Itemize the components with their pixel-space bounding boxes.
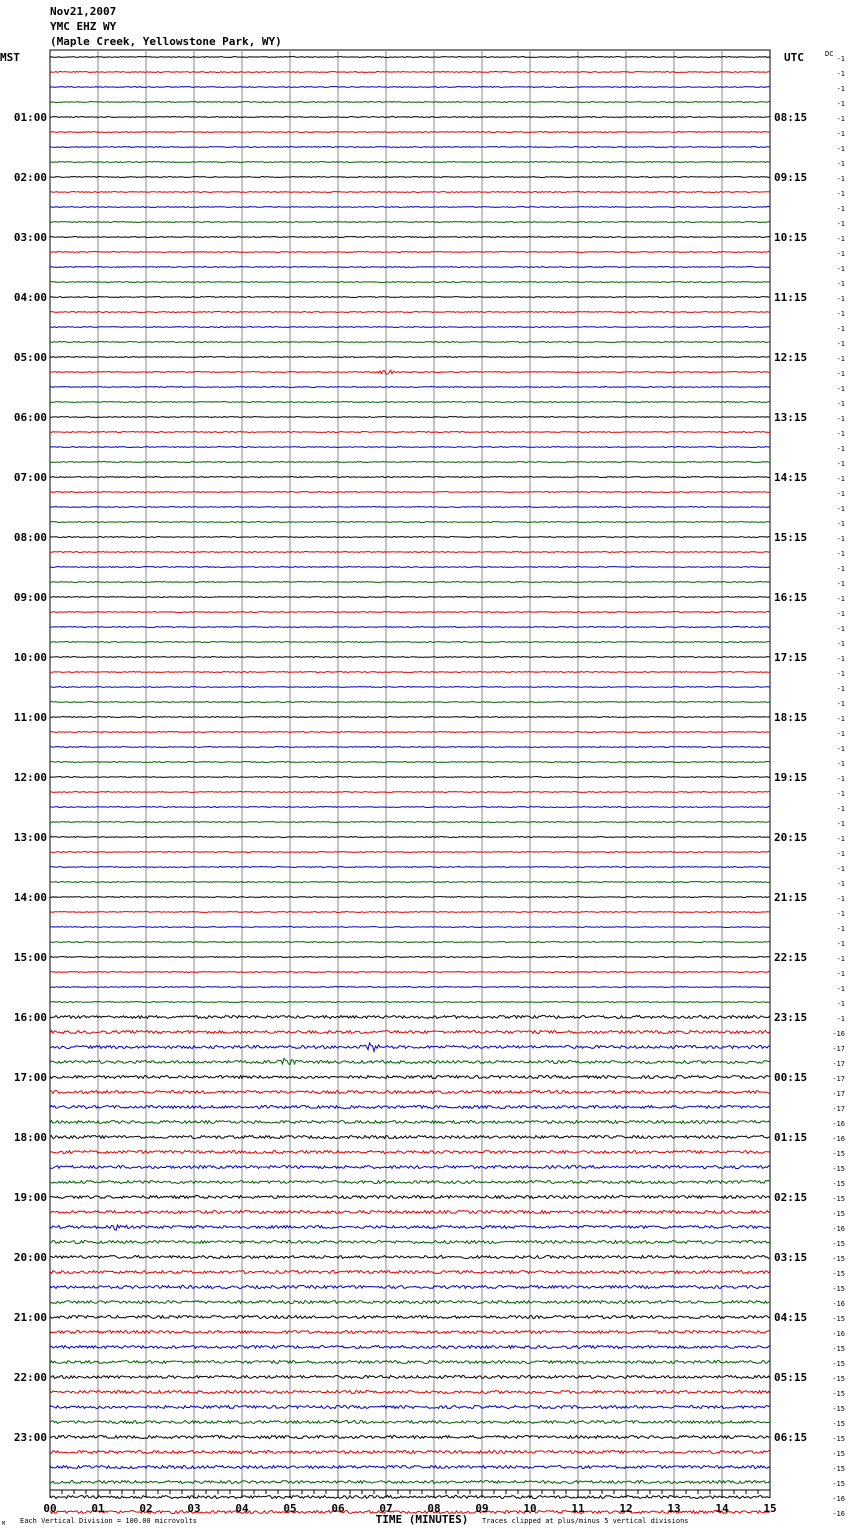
seismic-trace (50, 1031, 770, 1034)
left-hour-label: 08:00 (13, 531, 47, 544)
seismic-trace (50, 1043, 770, 1051)
dc-offset-label: -1 (836, 415, 845, 423)
seismic-trace (50, 1376, 770, 1379)
left-hour-label: 04:00 (13, 291, 47, 304)
dc-offset-label: -1 (836, 445, 845, 453)
dc-offset-label: -15 (832, 1180, 845, 1188)
plot-frame (50, 50, 770, 1490)
dc-offset-label: -1 (836, 820, 845, 828)
dc-offset-label: -17 (832, 1105, 845, 1113)
seismic-trace (50, 1241, 770, 1244)
seismic-trace (50, 252, 770, 253)
seismic-trace (50, 792, 770, 793)
dc-offset-label: -15 (832, 1255, 845, 1263)
right-hour-label: 22:15 (774, 951, 808, 964)
right-hour-label: 11:15 (774, 291, 808, 304)
seismic-trace (50, 312, 770, 313)
seismic-trace (50, 597, 770, 598)
dc-offset-label: -1 (836, 940, 845, 948)
right-hour-label: 01:15 (774, 1131, 808, 1144)
seismic-trace (50, 492, 770, 493)
dc-offset-label: -1 (836, 55, 845, 63)
dc-offset-label: -16 (832, 1225, 845, 1233)
right-hour-label: 09:15 (774, 171, 808, 184)
seismic-trace (50, 1091, 770, 1094)
dc-offset-label: -15 (832, 1420, 845, 1428)
seismic-trace (50, 1058, 770, 1064)
right-hour-label: 19:15 (774, 771, 808, 784)
seismic-trace (50, 1256, 770, 1259)
right-hour-label: 21:15 (774, 891, 808, 904)
left-hour-label: 03:00 (13, 231, 47, 244)
seismic-trace (50, 1481, 770, 1484)
seismic-trace (50, 612, 770, 613)
seismic-trace (50, 1211, 770, 1214)
seismic-trace (50, 237, 770, 238)
left-hour-label: 19:00 (13, 1191, 47, 1204)
x-tick-label: 15 (763, 1502, 777, 1515)
seismic-trace (50, 672, 770, 673)
footer-mark: M (2, 1521, 6, 1527)
dc-offset-label: -1 (836, 685, 845, 693)
x-tick-label: 04 (235, 1502, 249, 1515)
right-hour-label: 17:15 (774, 651, 808, 664)
seismic-trace (50, 657, 770, 658)
right-hour-label: 23:15 (774, 1011, 808, 1024)
seismic-trace (50, 357, 770, 358)
seismic-trace (50, 1106, 770, 1109)
seismic-trace (50, 972, 770, 973)
footer-scale-note: Each Vertical Division = 100.00 microvolts (20, 1517, 198, 1525)
dc-offset-label: -1 (836, 130, 845, 138)
seismic-trace (50, 1181, 770, 1184)
seismic-trace (50, 567, 770, 568)
dc-offset-label: -1 (836, 325, 845, 333)
seismic-trace (50, 267, 770, 268)
right-hour-label: 18:15 (774, 711, 808, 724)
right-hour-label: 16:15 (774, 591, 808, 604)
dc-offset-label: -1 (836, 610, 845, 618)
x-tick-label: 11 (571, 1502, 585, 1515)
dc-offset-label: -1 (836, 460, 845, 468)
seismic-trace (50, 702, 770, 703)
left-hour-label: 02:00 (13, 171, 47, 184)
dc-offset-label: -1 (836, 340, 845, 348)
right-hour-label: 05:15 (774, 1371, 808, 1384)
seismic-trace (50, 1466, 770, 1469)
dc-offset-label: -15 (832, 1465, 845, 1473)
dc-offset-label: -1 (836, 850, 845, 858)
dc-offset-label: -15 (832, 1435, 845, 1443)
seismic-trace (50, 57, 770, 58)
dc-offset-label: -1 (836, 355, 845, 363)
seismic-trace (50, 507, 770, 508)
dc-offset-label: -1 (836, 115, 845, 123)
seismic-trace (50, 1301, 770, 1304)
dc-offset-label: -16 (832, 1030, 845, 1038)
left-hour-label: 12:00 (13, 771, 47, 784)
x-tick-label: 01 (91, 1502, 105, 1515)
left-hour-label: 20:00 (13, 1251, 47, 1264)
seismic-trace (50, 1391, 770, 1394)
x-tick-label: 14 (715, 1502, 729, 1515)
seismic-trace (50, 1121, 770, 1124)
dc-offset-label: -15 (832, 1360, 845, 1368)
dc-offset-label: -1 (836, 970, 845, 978)
seismic-trace (50, 402, 770, 403)
dc-offset-label: -15 (832, 1405, 845, 1413)
dc-offset-label: -1 (836, 310, 845, 318)
dc-offset-label: -17 (832, 1060, 845, 1068)
left-hour-label: 01:00 (13, 111, 47, 124)
seismic-trace (50, 552, 770, 553)
seismic-trace (50, 627, 770, 628)
seismic-trace (50, 370, 770, 374)
seismic-trace (50, 432, 770, 433)
seismic-trace (50, 957, 770, 958)
footer-clip-note: Traces clipped at plus/minus 5 vertical divisions (482, 1517, 689, 1525)
seismic-trace (50, 1002, 770, 1003)
left-hour-label: 09:00 (13, 591, 47, 604)
seismic-trace (50, 147, 770, 148)
dc-offset-label: -1 (836, 160, 845, 168)
dc-offset-label: -1 (836, 370, 845, 378)
seismic-trace (50, 747, 770, 748)
left-hour-label: 05:00 (13, 351, 47, 364)
dc-offset-label: -1 (836, 235, 845, 243)
dc-offset-label: -1 (836, 265, 845, 273)
seismic-trace (50, 732, 770, 733)
seismic-trace (50, 177, 770, 178)
seismic-trace (50, 1421, 770, 1424)
left-hour-label: 10:00 (13, 651, 47, 664)
dc-offset-label: -1 (836, 100, 845, 108)
seismic-trace (50, 1166, 770, 1169)
dc-offset-label: -1 (836, 985, 845, 993)
x-tick-label: 09 (475, 1502, 489, 1515)
x-tick-label: 07 (379, 1502, 393, 1515)
dc-offset-label: -1 (836, 520, 845, 528)
dc-offset-label: -1 (836, 580, 845, 588)
seismic-trace (50, 717, 770, 718)
dc-offset-label: -1 (836, 835, 845, 843)
seismic-trace (50, 1196, 770, 1199)
seismic-trace (50, 522, 770, 523)
dc-offset-label: -1 (836, 250, 845, 258)
right-hour-label: 04:15 (774, 1311, 808, 1324)
seismic-trace (50, 132, 770, 133)
left-hour-label: 21:00 (13, 1311, 47, 1324)
dc-offset-label: -15 (832, 1375, 845, 1383)
dc-offset-label: -1 (836, 745, 845, 753)
left-zone-label: MST (0, 51, 20, 64)
dc-offset-label: -15 (832, 1315, 845, 1323)
dc-offset-label: -1 (836, 910, 845, 918)
dc-offset-label: -1 (836, 595, 845, 603)
x-tick-label: 02 (139, 1502, 153, 1515)
seismic-trace (50, 867, 770, 868)
dc-offset-label: -15 (832, 1210, 845, 1218)
dc-offset-label: -17 (832, 1090, 845, 1098)
right-hour-label: 20:15 (774, 831, 808, 844)
seismic-trace (50, 1151, 770, 1154)
dc-offset-label: -15 (832, 1450, 845, 1458)
left-hour-label: 22:00 (13, 1371, 47, 1384)
dc-offset-label: -16 (832, 1330, 845, 1338)
seismic-trace (50, 447, 770, 448)
right-hour-label: 08:15 (774, 111, 808, 124)
left-hour-label: 15:00 (13, 951, 47, 964)
dc-offset-label: -1 (836, 1015, 845, 1023)
dc-offset-label: -1 (836, 880, 845, 888)
dc-offset-label: -1 (836, 280, 845, 288)
seismic-trace (50, 942, 770, 943)
seismic-trace (50, 1136, 770, 1139)
seismic-trace (50, 1271, 770, 1274)
seismic-trace (50, 162, 770, 163)
seismic-trace (50, 192, 770, 193)
seismic-trace (50, 417, 770, 418)
right-hour-label: 14:15 (774, 471, 808, 484)
dc-offset-label: -1 (836, 715, 845, 723)
x-tick-label: 12 (619, 1502, 633, 1515)
right-hour-label: 00:15 (774, 1071, 808, 1084)
seismic-trace (50, 912, 770, 913)
dc-offset-label: -15 (832, 1150, 845, 1158)
seismic-trace (50, 1496, 770, 1499)
x-tick-label: 13 (667, 1502, 681, 1515)
seismic-trace (50, 1016, 770, 1019)
dc-offset-label: -15 (832, 1480, 845, 1488)
x-tick-label: 06 (331, 1502, 345, 1515)
seismic-trace (50, 1331, 770, 1334)
seismic-trace (50, 1286, 770, 1289)
seismic-trace (50, 462, 770, 463)
left-hour-label: 18:00 (13, 1131, 47, 1144)
left-hour-label: 14:00 (13, 891, 47, 904)
dc-offset-label: -1 (836, 550, 845, 558)
right-hour-label: 13:15 (774, 411, 808, 424)
seismic-trace (50, 642, 770, 643)
left-hour-label: 17:00 (13, 1071, 47, 1084)
dc-offset-label: -16 (832, 1135, 845, 1143)
seismic-trace (50, 852, 770, 853)
seismic-trace (50, 297, 770, 298)
dc-offset-label: -1 (836, 490, 845, 498)
dc-offset-label: -1 (836, 565, 845, 573)
right-hour-label: 10:15 (774, 231, 808, 244)
dc-offset-label: -16 (832, 1120, 845, 1128)
dc-offset-label: -1 (836, 535, 845, 543)
seismic-trace (50, 87, 770, 88)
dc-offset-label: -15 (832, 1240, 845, 1248)
seismic-trace (50, 1316, 770, 1319)
seismic-trace (50, 582, 770, 583)
seismic-trace (50, 762, 770, 763)
dc-offset-label: -15 (832, 1270, 845, 1278)
dc-offset-label: -1 (836, 85, 845, 93)
dc-offset-label: -15 (832, 1195, 845, 1203)
header-station: YMC EHZ WY (50, 20, 117, 33)
right-hour-label: 12:15 (774, 351, 808, 364)
dc-offset-label: -1 (836, 205, 845, 213)
seismic-trace (50, 1436, 770, 1439)
seismic-trace (50, 282, 770, 283)
dc-offset-label: -1 (836, 655, 845, 663)
right-hour-label: 15:15 (774, 531, 808, 544)
dc-offset-label: -1 (836, 760, 845, 768)
dc-offset-label: -1 (836, 865, 845, 873)
seismic-trace (50, 1451, 770, 1454)
dc-offset-label: -1 (836, 400, 845, 408)
dc-offset-label: -1 (836, 955, 845, 963)
seismic-trace (50, 687, 770, 688)
dc-offset-label: -15 (832, 1285, 845, 1293)
seismic-trace (50, 207, 770, 208)
dc-offset-label: -1 (836, 625, 845, 633)
left-hour-label: 16:00 (13, 1011, 47, 1024)
seismic-trace (50, 927, 770, 928)
dc-offset-label: -1 (836, 385, 845, 393)
left-hour-label: 23:00 (13, 1431, 47, 1444)
dc-offset-label: -1 (836, 505, 845, 513)
dc-offset-label: -1 (836, 805, 845, 813)
seismic-trace (50, 882, 770, 883)
dc-offset-label: -1 (836, 700, 845, 708)
dc-offset-label: -16 (832, 1510, 845, 1518)
seismic-trace (50, 1406, 770, 1409)
seismic-trace (50, 897, 770, 898)
dc-offset-label: -1 (836, 145, 845, 153)
right-zone-label: UTC (784, 51, 804, 64)
dc-offset-label: -1 (836, 670, 845, 678)
seismic-trace (50, 822, 770, 823)
dc-offset-label: -1 (836, 790, 845, 798)
seismic-trace (50, 837, 770, 838)
dc-offset-label: -1 (836, 295, 845, 303)
dc-offset-label: -1 (836, 430, 845, 438)
seismic-trace (50, 477, 770, 478)
dc-offset-label: -16 (832, 1495, 845, 1503)
right-hour-label: 02:15 (774, 1191, 808, 1204)
left-hour-label: 13:00 (13, 831, 47, 844)
x-tick-label: 08 (427, 1502, 441, 1515)
dc-offset-label: -15 (832, 1390, 845, 1398)
dc-offset-label: -17 (832, 1075, 845, 1083)
dc-offset-label: -1 (836, 220, 845, 228)
header-date: Nov21,2007 (50, 5, 117, 18)
dc-offset-label: -1 (836, 175, 845, 183)
dc-offset-label: -1 (836, 190, 845, 198)
dc-offset-label: -1 (836, 730, 845, 738)
seismic-trace (50, 222, 770, 223)
left-hour-label: 06:00 (13, 411, 47, 424)
x-tick-label: 05 (283, 1502, 297, 1515)
dc-offset-label: -1 (836, 70, 845, 78)
dc-header-label: DC (825, 50, 834, 58)
seismic-trace (50, 387, 770, 388)
dc-offset-label: -1 (836, 775, 845, 783)
dc-offset-label: -15 (832, 1165, 845, 1173)
header-location: (Maple Creek, Yellowstone Park, WY) (50, 35, 282, 48)
seismic-trace (50, 1346, 770, 1349)
x-tick-label: 00 (43, 1502, 57, 1515)
seismic-trace (50, 537, 770, 538)
dc-offset-label: -16 (832, 1300, 845, 1308)
seismic-trace (50, 1076, 770, 1079)
dc-offset-label: -1 (836, 475, 845, 483)
dc-offset-label: -1 (836, 895, 845, 903)
x-axis-title: TIME (MINUTES) (375, 1513, 469, 1526)
seismic-trace (50, 327, 770, 328)
dc-offset-label: -15 (832, 1345, 845, 1353)
x-tick-label: 03 (187, 1502, 201, 1515)
seismic-trace (50, 987, 770, 988)
right-hour-label: 06:15 (774, 1431, 808, 1444)
seismic-trace (50, 72, 770, 73)
left-hour-label: 07:00 (13, 471, 47, 484)
seismic-trace (50, 102, 770, 103)
right-hour-label: 03:15 (774, 1251, 808, 1264)
dc-offset-label: -1 (836, 925, 845, 933)
seismic-trace (50, 1225, 770, 1230)
left-hour-label: 11:00 (13, 711, 47, 724)
seismic-trace (50, 1361, 770, 1364)
seismic-trace (50, 117, 770, 118)
dc-offset-label: -1 (836, 1000, 845, 1008)
seismic-trace (50, 342, 770, 343)
dc-offset-label: -17 (832, 1045, 845, 1053)
x-tick-label: 10 (523, 1502, 537, 1515)
seismic-trace (50, 807, 770, 808)
seismic-trace (50, 777, 770, 778)
dc-offset-label: -1 (836, 640, 845, 648)
